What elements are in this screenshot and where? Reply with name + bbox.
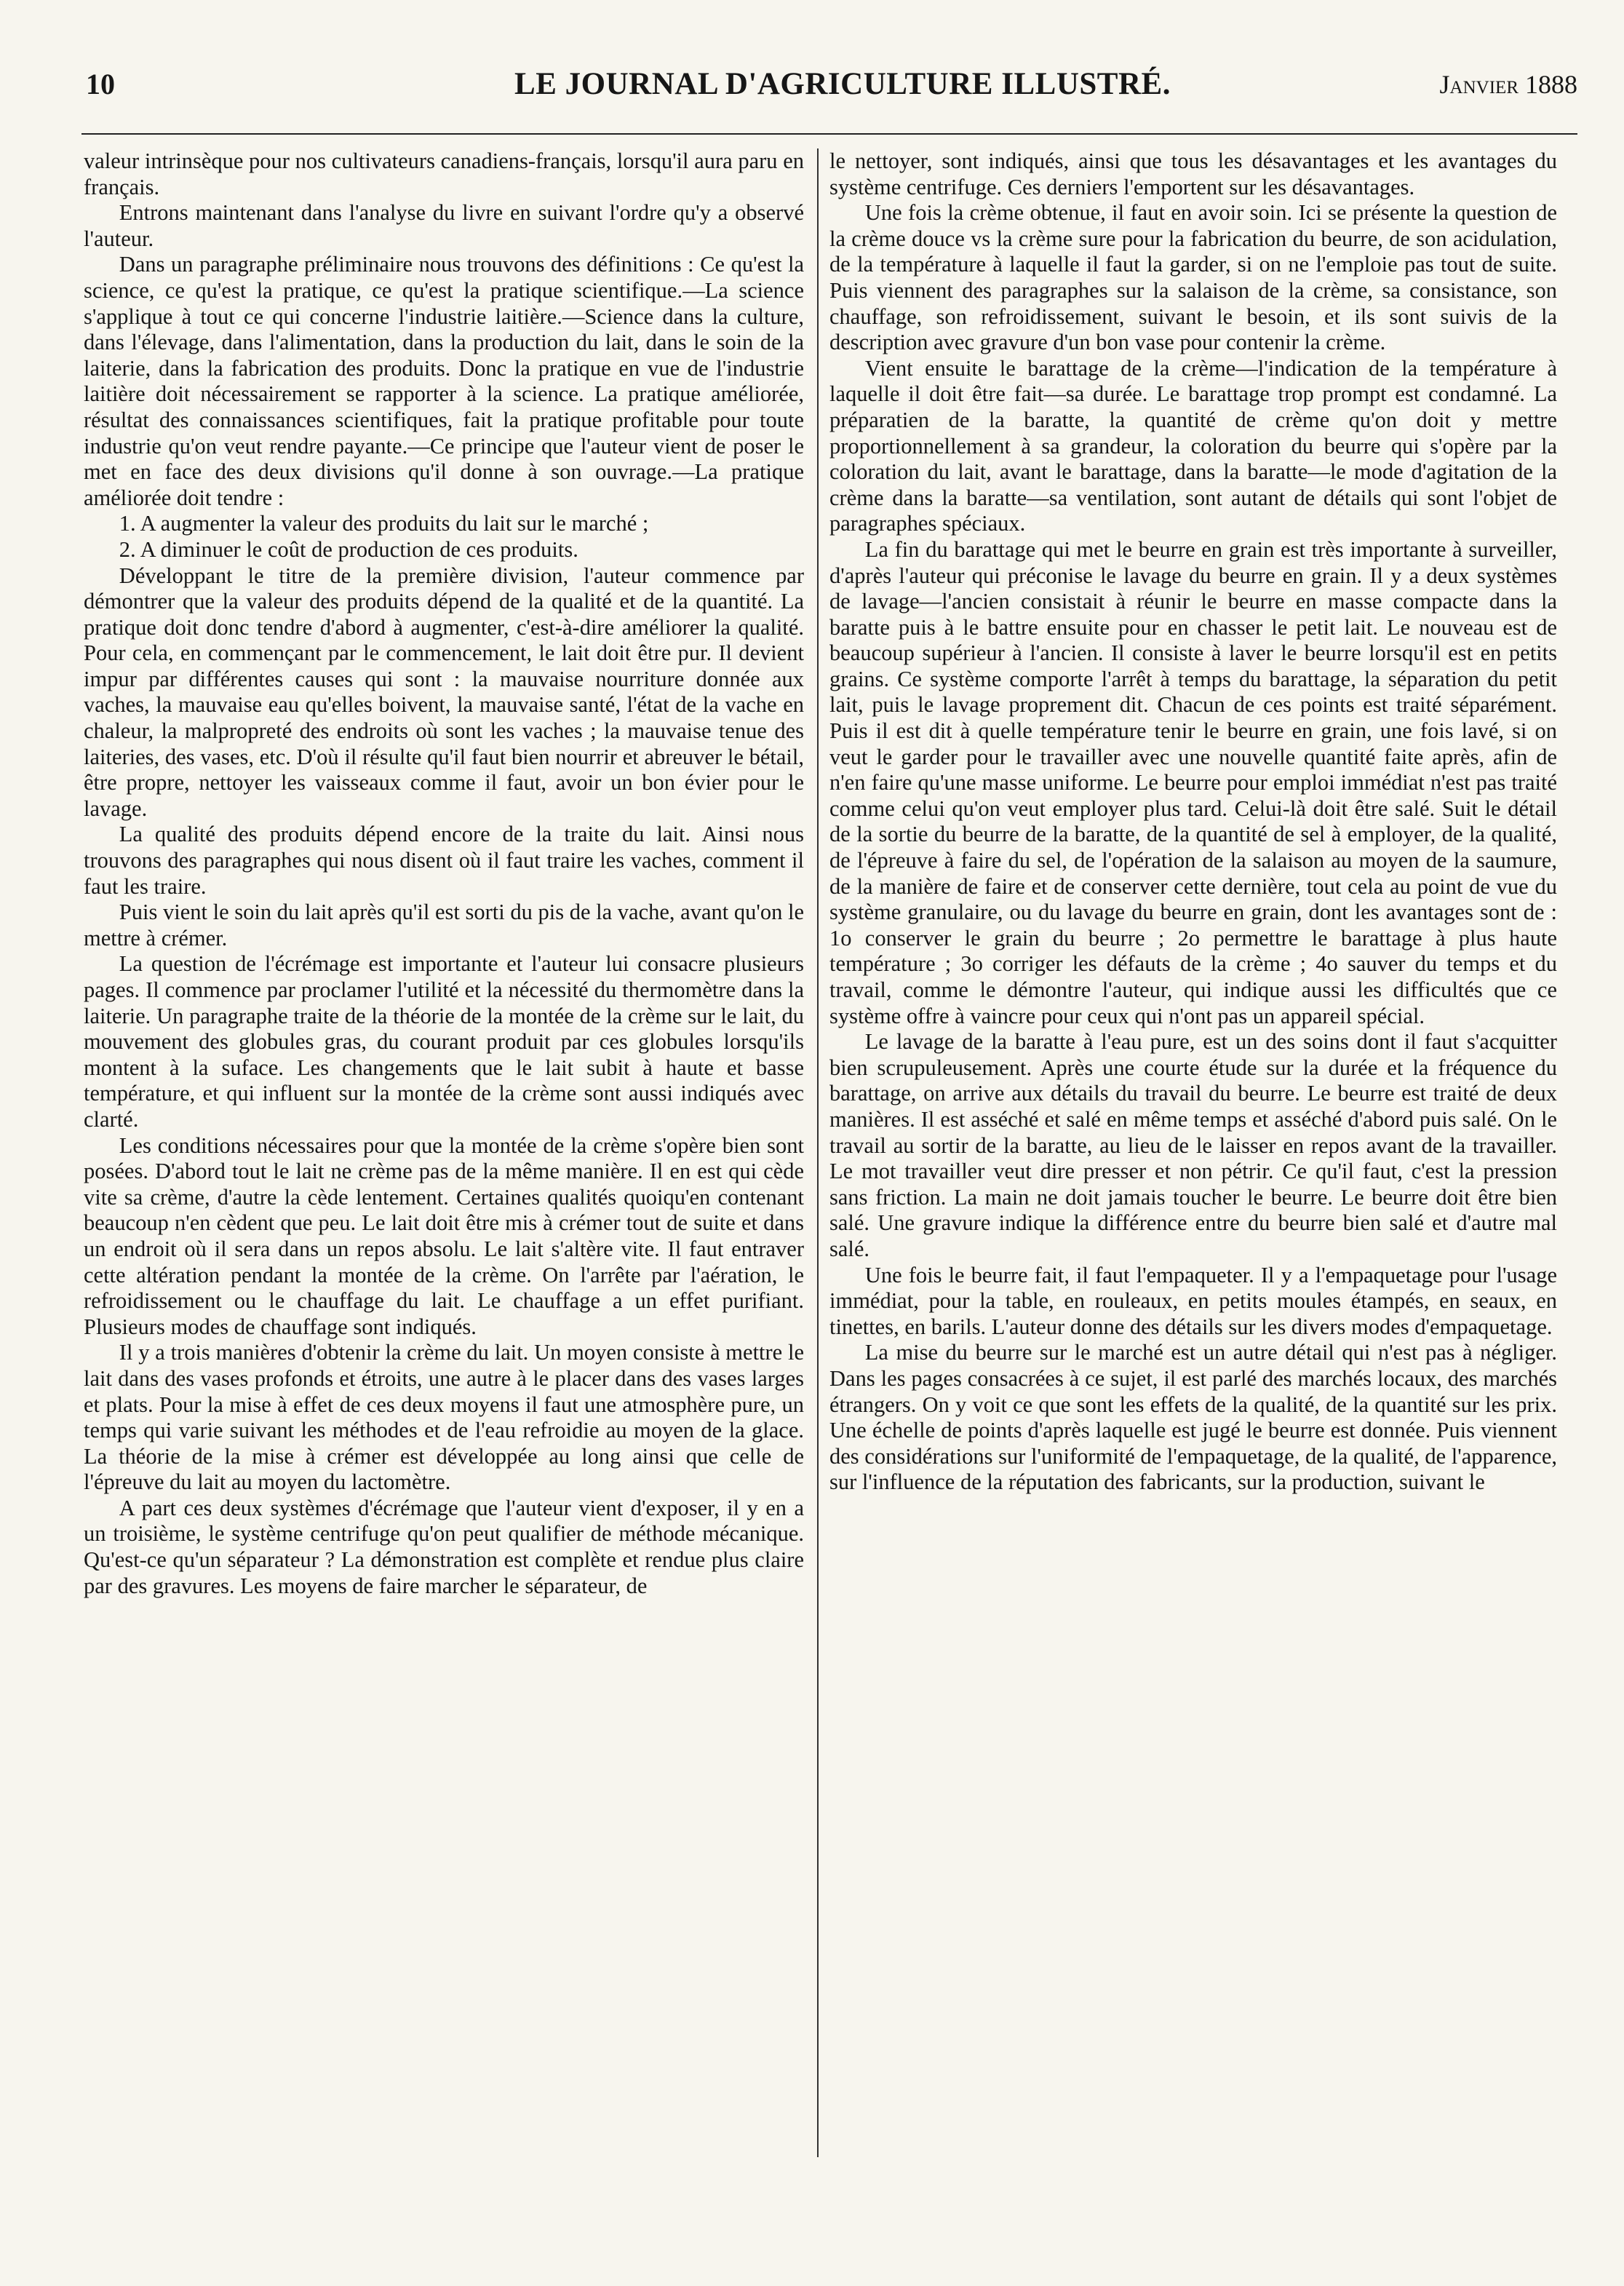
paragraph: La question de l'écrémage est importante et l'auteur lui consacre plusieurs pages. Il commence par proclamer l'utilité et la nécessité du thermomètre dans la laiterie. Un paragraphe traite de la théorie de la montée de la crème sur le lait, du mouvement des globules gras, du courant produit par ces globules lorsqu'ils montent à la suface. Les changements que le lait subit à haute et basse température, et qui influent sur la montée de la crème sont aussi indiqués avec clarté. [84,951,804,1132]
paragraph: le nettoyer, sont indiqués, ainsi que tous les désavantages et les avantages du système centrifuge. Ces derniers l'emportent sur les désavantages. [829,148,1557,199]
list-item: 2. A diminuer le coût de production de ces produits. [119,536,578,562]
paragraph: Le lavage de la baratte à l'eau pure, est un des soins dont il faut s'acquitter bien scrupuleusement. Après une courte étude sur la durée et la fréquence du barattage, on arrive aux détails du travail du beurre. Le beurre est traité de deux manières. Il est asséché et salé en même temps et asséché d'abord puis salé. On le travail au sortir de la baratte, au lieu de le laisser en repos avant de la travailler. Le mot travailler veut dire presser et non pétrir. Ce qu'il faut, c'est la pression sans friction. La main ne doit jamais toucher le beurre. Le beurre doit être bien salé. Une gravure indique la différence entre du beurre bien salé et d'autre mal salé. [829,1029,1557,1261]
left-column [84,148,804,2150]
paragraph: A part ces deux systèmes d'écrémage que l'auteur vient d'exposer, il y en a un troisième, le système centrifuge qu'on peut qualifier de méthode mécanique. Qu'est-ce qu'un séparateur ? La démonstration est complète et rendue plus claire par des gravures. Les moyens de faire marcher le séparateur, de [84,1495,804,1598]
journal-title: LE JOURNAL D'AGRICULTURE ILLUSTRÉ. [514,67,1171,101]
header-rule [81,133,1577,135]
paragraph: Entrons maintenant dans l'analyse du livre en suivant l'ordre qu'y a observé l'auteur. [84,200,804,251]
paragraph: La qualité des produits dépend encore de la traite du lait. Ainsi nous trouvons des paragraphes qui nous disent où il faut traire les vaches, comment il faut les traire. [84,822,804,899]
paragraph: valeur intrinsèque pour nos cultivateurs canadiens-français, lorsqu'il aura paru en français. [84,148,804,199]
page-number: 10 [86,68,115,100]
paragraph: La fin du barattage qui met le beurre en grain est très importante à surveiller, d'après l'auteur qui préconise le lavage du beurre en grain. Il y a deux systèmes de lavage—l'ancien consistait à réunir le beurre en masse compacte dans la baratte puis à le battre ensuite pour en chasser le petit lait. Le nouveau est de beaucoup supérieur à l'ancien. Il consiste à laver le beurre lorsqu'il est en petits grains. Ce système comporte l'arrêt à temps du barattage, la séparation du petit lait, puis le lavage proprement dit. Chacun de ces points est traité séparément. Puis il est dit à quelle température tenir le beurre en grain, une fois lavé, si on veut le garder pour le travailler avec une nouvelle quantité faite après, afin de n'en faire qu'une masse uniforme. Le beurre pour emploi immédiat n'est pas traité comme celui qu'on veut employer plus tard. Celui-là doit être salé. Suit le détail de la sortie du beurre de la baratte, de la quantité de sel à employer, de la qualité, de l'épreuve à faire du sel, de l'opération de la salaison au moyen de la saumure, de la manière de faire et de conserver cette dernière, tout cela au point de vue du système granulaire, ou du lavage du beurre en grain, dont les avantages sont de : 1o conserver le grain du beurre ; 2o permettre le barattage à plus haute température ; 3o corriger les défauts de la crème ; 4o sauver du temps et du travail, comme le démontre l'auteur, qui indique aussi les difficultés que ce système offre à vaincre pour ceux qui n'ont pas un appareil spécial. [829,536,1557,1028]
issue-date: Janvier 1888 [1439,70,1577,99]
paragraph: Les conditions nécessaires pour que la montée de la crème s'opère bien sont posées. D'abord tout le lait ne crème pas de la même manière. Il en est qui cède vite sa crème, d'autre la cède lentement. Certaines qualités quoiqu'en contenant beaucoup n'en cèdent que peu. Le lait doit être mis à crémer tout de suite et dans un endroit où il sera dans un repos absolu. Le lait s'altère vite. Il faut entraver cette altération pendant la montée de la crème. On l'arrête par l'aération, le refroidissement ou le chauffage du lait. Le chauffage a un effet purifiant. Plusieurs modes de chauffage sont indiqués. [84,1132,804,1339]
paragraph: La mise du beurre sur le marché est un autre détail qui n'est pas à négliger. Dans les pages consacrées à ce sujet, il est parlé des marchés locaux, des marchés étrangers. On y voit ce que sont les effets de la qualité, de la quantité sur les prix. Une échelle de points d'après laquelle est jugé le beurre est donnée. Puis viennent des considérations sur l'uniformité de l'empaquetage, de la qualité, de l'apparence, sur l'influence de la réputation des fabricants, sur la production, suivant le [829,1340,1557,1495]
paragraph: Puis vient le soin du lait après qu'il est sorti du pis de la vache, avant qu'on le mettre à crémer. [84,900,804,950]
paragraph: Une fois le beurre fait, il faut l'empaqueter. Il y a l'empaquetage pour l'usage immédiat, pour la table, en rouleaux, en petits moules étampés, en seaux, en tinettes, en barils. L'auteur donne des détails sur les divers modes d'empaquetage. [829,1262,1557,1339]
column-divider [817,148,819,2157]
paragraph: Dans un paragraphe préliminaire nous trouvons des définitions : Ce qu'est la science, ce qu'est la pratique, ce qu'est la pratique scientifique.—La science s'applique à tout ce qui concerne l'industrie laitière.—Science dans la culture, dans l'élevage, dans l'alimentation, dans la production du lait, dans le soin de la laiterie, dans la fabrication des produits. Donc la pratique en vue de l'industrie laitière doit nécessairement se rapporter à la science. La pratique améliorée, résultat des connaissances scientifiques, fait la pratique profitable pour toute industrie qu'on veut rendre payante.—Ce principe que l'auteur vient de poser le met en face des deux divisions qu'il donne à son ouvrage.—La pratique améliorée doit tendre : [84,252,804,510]
right-column [829,148,1557,2150]
list-item: 1. A augmenter la valeur des produits du lait sur le marché ; [119,511,649,536]
paragraph: Développant le titre de la première division, l'auteur commence par démontrer que la valeur des produits dépend de la qualité et de la quantité. La pratique doit donc tendre d'abord à augmenter, c'est-à-dire améliorer la qualité. Pour cela, en commençant par le commencement, le lait doit être pur. Il devient impur par différentes causes qui sont : la mauvaise nourriture donnée aux vaches, la mauvaise eau qu'elles boivent, la mauvaise santé, l'état de la vache en chaleur, la malpropreté des endroits où sont les vaches ; la mauvaise tenue des laiteries, des vases, etc. D'où il résulte qu'il faut bien nourrir et abreuver le bétail, être propre, nettoyer les vaisseaux comme il faut, avoir un bon évier pour le lavage. [84,563,804,821]
paragraph: Vient ensuite le barattage de la crème—l'indication de la température à laquelle il doit être fait—sa durée. Le barattage trop prompt est condamné. La préparatien de la baratte, la quantité de crème qu'on doit y mettre proportionnellement à sa grandeur, la coloration du beurre qui s'opère par la coloration du lait, avant le barattage, dans la baratte—le mode d'agitation de la crème dans la baratte—sa ventilation, sont autant de détails qui sont l'objet de paragraphes spéciaux. [829,355,1557,536]
page-header [86,61,1577,108]
paragraph: Il y a trois manières d'obtenir la crème du lait. Un moyen consiste à mettre le lait dans des vases profonds et étroits, une autre à le placer dans des vases larges et plats. Pour la mise à effet de ces deux moyens il faut une atmosphère pure, un temps qui varie suivant les méthodes et de l'eau refroidie au moyen de la glace. La théorie de la mise à crémer est développée au long ainsi que celle de l'épreuve du lait au moyen du lactomètre. [84,1340,804,1495]
paragraph: Une fois la crème obtenue, il faut en avoir soin. Ici se présente la question de la crème douce vs la crème sure pour la fabrication du beurre, de son acidulation, de la température à laquelle il faut la garder, si on ne l'emploie pas tout de suite. Puis viennent des paragraphes sur la salaison de la crème, sa consistance, son chauffage, son refroidissement, suivant le besoin, et ils sont suivis de la description avec gravure d'un bon vase pour contenir la crème. [829,200,1557,355]
